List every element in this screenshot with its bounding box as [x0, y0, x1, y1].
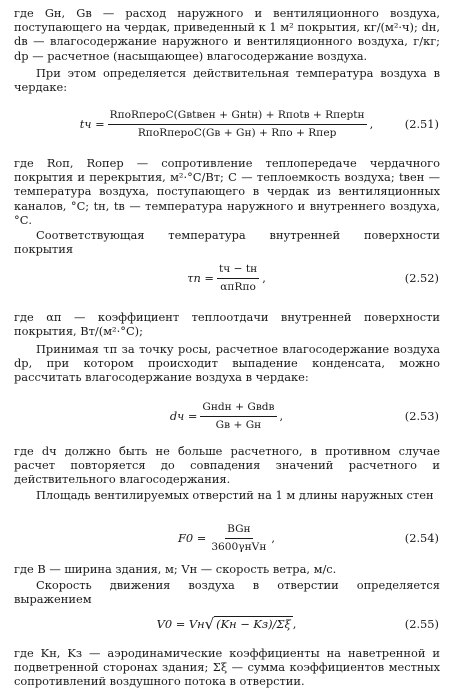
equation-2-52: [0, 258, 453, 298]
paragraph-condition-dch: где dч должно быть не больше расчетного, в противном случае расчет повторяется до совпадения значений расчетного и действительного влагосодержания.: [14, 444, 440, 487]
equation-2-52-numerator: tч − tн: [217, 262, 259, 278]
equation-2-51-number: (2.51): [404, 116, 439, 131]
equation-2-54: [0, 518, 453, 558]
equation-2-54-fraction: [209, 522, 268, 553]
paragraph-dew-point: Принимая τп за точку росы, расчетное влагосодержание воздуха dр, при котором происходит выпадение конденсата, можно рассчитать влагосодержание воздуха в чердаке:: [14, 342, 440, 385]
equation-2-51-denominator: RпоRпероC(Gв + Gн) + Rпо + Rпер: [137, 126, 337, 139]
equation-2-53-lhs: dч =: [169, 408, 198, 423]
equation-2-51: [0, 104, 453, 144]
paragraph-air-velocity: Скорость движения воздуха в отверстии определяется выражением: [14, 578, 440, 607]
equation-2-55-lhs: V0 = Vн: [156, 616, 205, 631]
equation-2-54-denominator: 3600γнVн: [211, 540, 267, 553]
equation-2-53-denominator: Gв + Gн: [215, 418, 262, 431]
equation-2-52-number: (2.52): [404, 270, 439, 285]
paragraph-inner-surface-temperature: Соответствующая температура внутренней поверхности покрытия: [14, 228, 440, 257]
equation-2-55-comma: ,: [292, 616, 297, 631]
equation-2-54-comma: ,: [271, 530, 276, 545]
equation-2-53: [0, 396, 453, 436]
equation-2-52-lhs: τп =: [187, 270, 214, 285]
equation-2-54-numerator: BGн: [225, 522, 253, 538]
paragraph-vent-area: Площадь вентилируемых отверстий на 1 м длины наружных стен: [36, 488, 434, 502]
paragraph-definitions-r-c-t: где Rоп, Rопер — сопротивление теплопередаче чердачного покрытия и перекрытия, м²·°С/Вт; С — теплоемкость воздуха; tвен — температура воздуха, поступающего в чердак из вентиляционных каналов, °С; tн, tв — температура наружного и внутреннего воздуха, °С.: [14, 156, 440, 227]
equation-2-52-denominator: αпRпо: [220, 280, 256, 293]
equation-2-53-number: (2.53): [404, 408, 439, 423]
paragraph-intro-attic-temperature: При этом определяется действительная температура воздуха в чердаке:: [14, 66, 440, 95]
equation-2-51-comma: ,: [369, 116, 374, 131]
equation-2-52-comma: ,: [262, 270, 266, 285]
paragraph-definitions-g-d: где Gн, Gв — расход наружного и вентиляционного воздуха, поступающего на чердак, приведенный к 1 м² покрытия, кг/(м²·ч); dн, dв — влагосодержание наружного и вентиляционного воздуха, г/кг; dр — расчетное (насыщающее) влагосодержание воздуха.: [14, 6, 440, 63]
equation-2-51-fraction: [108, 108, 367, 139]
paragraph-definition-b-v: где B — ширина здания, м; Vн — скорость ветра, м/с.: [14, 562, 337, 576]
equation-2-55-number: (2.55): [404, 616, 439, 631]
equation-2-54-number: (2.54): [404, 530, 439, 545]
square-root-icon: √: [204, 614, 215, 633]
equation-2-55: [0, 604, 453, 644]
paragraph-definitions-k-xi: где Kн, Kз — аэродинамические коэффициенты на наветренной и подветренной сторонах здания; Σξ — сумма коэффициентов местных сопротивлений воздушного потока в отверстии.: [14, 646, 440, 689]
paragraph-definition-alpha: где αп — коэффициент теплоотдачи внутренней поверхности покрытия, Вт/(м²·°С);: [14, 310, 440, 339]
equation-2-54-lhs: F0 =: [177, 530, 207, 545]
equation-2-51-lhs: tч =: [79, 116, 105, 131]
equation-2-53-fraction: [200, 400, 276, 431]
equation-2-51-numerator: RпоRпероC(Gвtвен + Gнtн) + Rпоtв + Rперtн: [108, 108, 367, 124]
equation-2-53-numerator: Gнdн + Gвdв: [200, 400, 276, 416]
equation-2-52-fraction: [217, 262, 259, 293]
equation-2-53-comma: ,: [279, 408, 284, 423]
equation-2-55-radicand: (Kн − Kз)/Σξ: [216, 617, 291, 632]
